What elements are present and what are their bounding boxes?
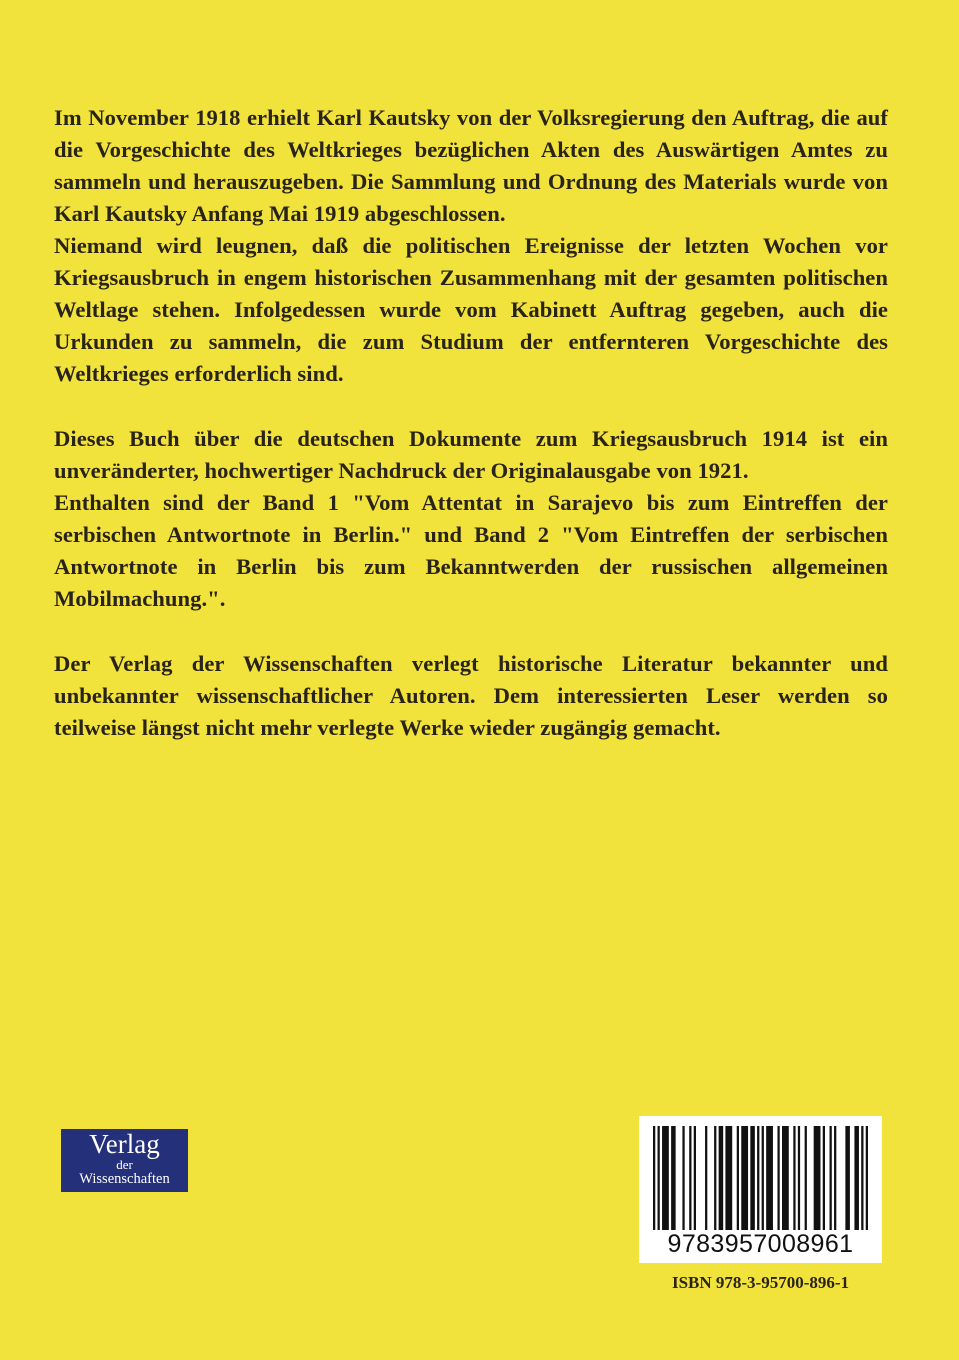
barcode-bar — [845, 1126, 850, 1230]
barcode-bar — [725, 1126, 732, 1230]
barcode-bar — [798, 1126, 800, 1230]
barcode-bar — [834, 1126, 836, 1230]
barcode-bar — [762, 1126, 764, 1230]
logo-line-verlag: Verlag — [89, 1129, 160, 1159]
logo-line-der: der — [116, 1157, 133, 1172]
barcode-bar — [741, 1126, 748, 1230]
publisher-logo — [61, 1129, 188, 1192]
description-text: Niemand wird leugnen, daß die politischen Ereignisse der letzten Wochen vor Kriegsausbruch in engem historischen Zusammenhang mit der gesamten politischen Weltlage stehen. Infolgedessen wurde vom Kabinett Auftrag gegeben, auch die Urkunden zu sammeln, die zum Studium der entfernteren Vorgeschichte des Weltkrieges erforderlich sind. — [54, 233, 888, 386]
barcode-bar — [682, 1126, 684, 1230]
barcode-bar — [662, 1126, 669, 1230]
barcode-bar — [793, 1126, 795, 1230]
description-paragraph-1 — [54, 102, 888, 390]
barcode-bar — [658, 1126, 660, 1230]
barcode-bar — [814, 1126, 821, 1230]
barcode-bar — [689, 1126, 691, 1230]
barcode-bars — [653, 1126, 868, 1238]
barcode-bar — [777, 1126, 779, 1230]
barcode-bar — [750, 1126, 755, 1230]
logo-line-wissenschaften: Wissenschaften — [79, 1171, 170, 1187]
barcode-bar — [805, 1126, 807, 1230]
isbn-number: ISBN 978-3-95700-896-1 — [671, 1273, 850, 1292]
barcode-bar — [694, 1126, 696, 1230]
barcode-bar — [782, 1126, 789, 1230]
barcode-bar — [757, 1126, 759, 1230]
barcode-bar — [705, 1126, 707, 1230]
description-text: Im November 1918 erhielt Karl Kautsky von der Volksregierung den Auftrag, die auf die Vorgeschichte des Weltkrieges bezüglichen Akten des Auswärtigen Amtes zu sammeln und herauszugeben. Die Sammlung und Ordnung des Materials wurde von Karl Kautsky Anfang Mai 1919 abgeschlossen. — [54, 105, 888, 226]
barcode-bar — [766, 1126, 773, 1230]
barcode-bar — [830, 1126, 832, 1230]
barcode-digits: 9783957008961 — [667, 1230, 854, 1258]
description-text: Der Verlag der Wissenschaften verlegt historische Literatur bekannter und unbekannter wissenschaftlicher Autoren. Dem interessierten Leser werden so teilweise längst nicht mehr verlegte Werke wieder zugängig gemacht. — [54, 651, 888, 740]
barcode-bar — [823, 1126, 825, 1230]
description-text: Enthalten sind der Band 1 "Vom Attentat in Sarajevo bis zum Eintreffen der serbischen Antwortnote in Berlin." und Band 2 "Vom Eintreffen der serbischen Antwortnote in Berlin bis zum Bekanntwerden der russischen allgemeinen Mobilmachung.". — [54, 490, 888, 611]
barcode-bar — [653, 1126, 655, 1230]
publisher-paragraph — [54, 648, 888, 744]
description-text: Dieses Buch über die deutschen Dokumente zum Kriegsausbruch 1914 ist ein unveränderter, hochwertiger Nachdruck der Originalausgabe von 1921. — [54, 426, 888, 483]
barcode-bar — [737, 1126, 739, 1230]
barcode-bar — [719, 1126, 724, 1230]
barcode-bar — [861, 1126, 863, 1230]
barcode-bar — [854, 1126, 859, 1230]
barcode-bar — [671, 1126, 676, 1230]
barcode — [639, 1116, 882, 1263]
barcode-bar — [714, 1126, 716, 1230]
description-paragraph-2 — [54, 423, 888, 615]
barcode-bar — [866, 1126, 868, 1230]
